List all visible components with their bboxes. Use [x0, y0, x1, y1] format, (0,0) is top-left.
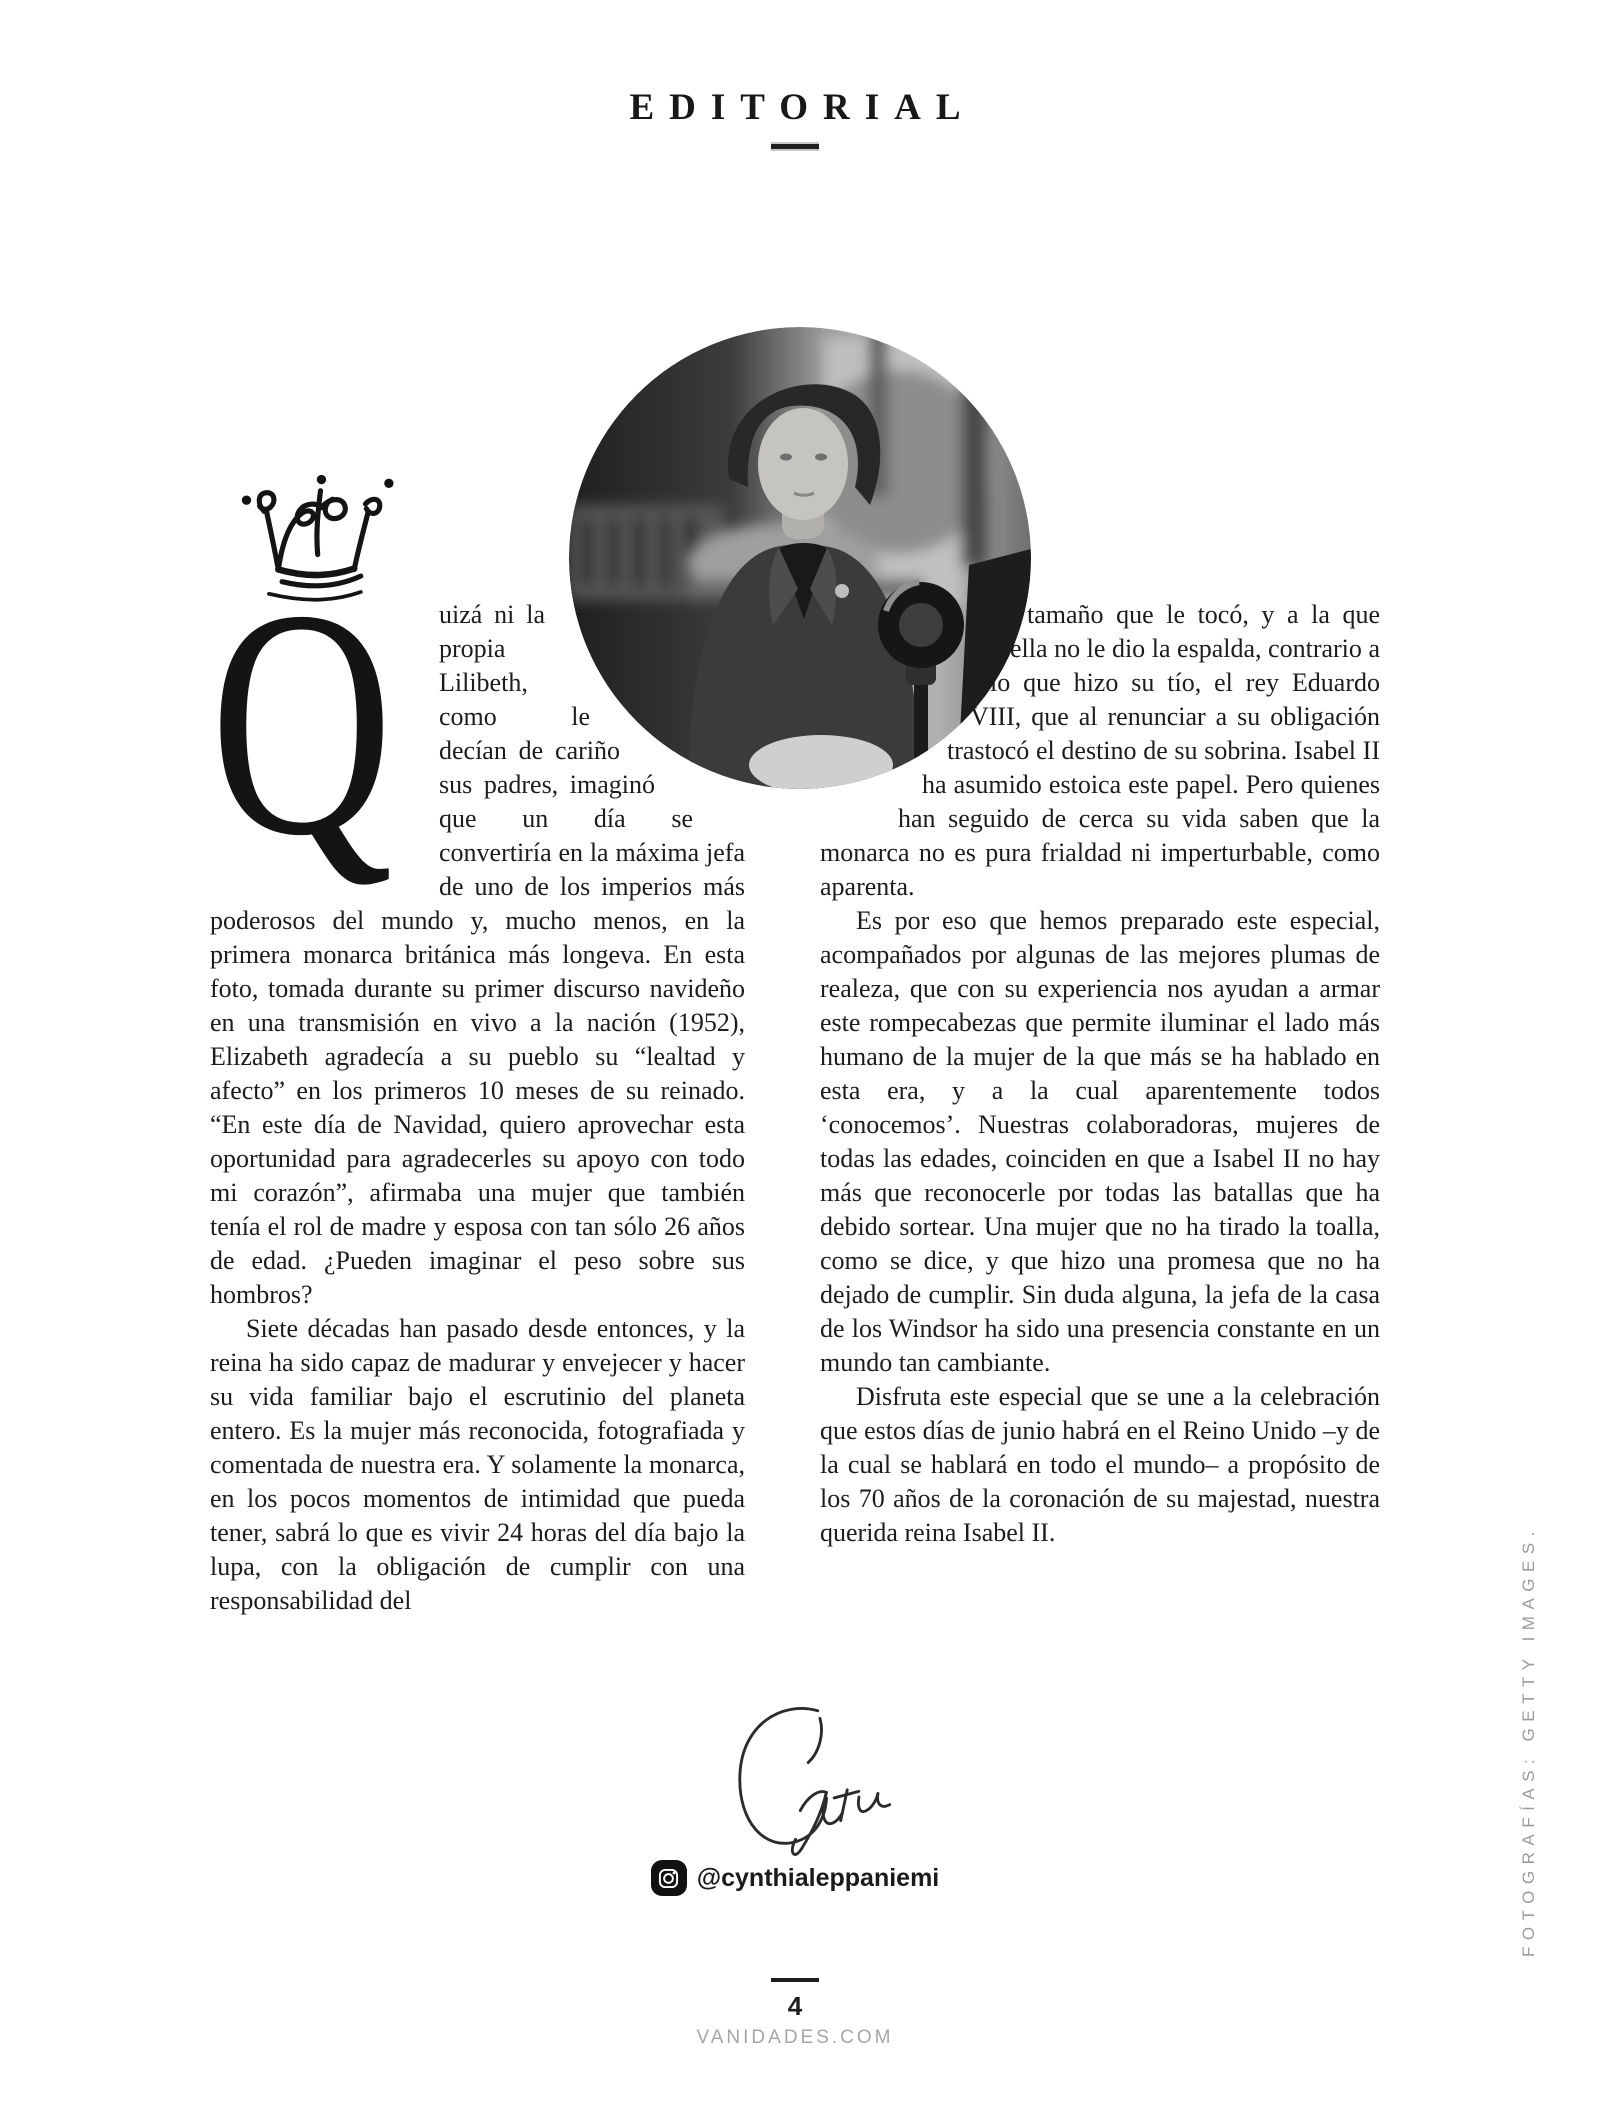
signature-block	[210, 1698, 1380, 1896]
photo-brooch	[835, 584, 849, 598]
paragraph: uizá ni la propia Lilibeth, como le decían de cariño sus padres, imaginó que un día se convertiría en la máxima jefa de uno de los imperios más poderosos del mundo y, mucho menos, en la primera monarca británica más longeva. En esta foto, tomada durante su primer discurso navideño en una transmisión en vivo a la nación (1952), Elizabeth agradecía a su pueblo su “lealtad y afecto” en los primeros 10 meses de su reinado. “En este día de Navidad, quiero aprovechar esta oportunidad para agradecerles su apoyo con todo mi corazón”, afirmaba una mujer que también tenía el rol de madre y esposa con tan sólo 26 años de edad. ¿Pueden imaginar el peso sobre sus hombros?	[210, 600, 745, 1309]
article-column-right	[820, 598, 1380, 1618]
instagram-handle: @cynthialeppaniemi	[696, 1863, 940, 1892]
paragraph: Disfruta este especial que se une a la celebración que estos días de junio habrá en el Reino Unido –y de la cual se hablará en todo el mundo– a propósito de los 70 años de la coronación de su majestad, nuestra querida reina Isabel II.	[820, 1382, 1380, 1547]
photo-credit: FOTOGRAFÍAS: GETTY IMAGES.	[1519, 1525, 1538, 1957]
page-number: 4	[787, 1991, 803, 2021]
footer-rule	[771, 1978, 819, 1982]
page-footer	[210, 1978, 1380, 2049]
masthead-divider	[771, 142, 819, 151]
paragraph: Siete décadas han pasado desde entonces, y la reina ha sido capaz de madurar y envejecer y hacer su vida familiar bajo el escrutinio del planeta entero. Es la mujer más reconocida, fotografiada y comentada de nuestra era. Y solamente la monarca, en los pocos momentos de intimidad que pueda tener, sabrá lo que es vivir 24 horas del día bajo la lupa, con la obligación de cumplir con una responsabilidad del	[210, 1314, 745, 1615]
signature-cynthia	[700, 1695, 906, 1864]
masthead	[210, 86, 1380, 151]
article-column-left	[210, 543, 745, 1618]
paragraph: tamaño que le tocó, y a la que ella no le dio la espalda, contrario a lo que hizo su tío, el rey Eduardo VIII, que al renunciar a su obligación trastocó el destino de su sobrina. Isabel II ha asumido estoica este papel. Pero quienes han seguido de cerca su vida saben que la monarca no es pura frialdad ni imperturbable, como aparenta.	[820, 600, 1380, 901]
section-title: EDITORIAL	[629, 87, 976, 128]
paragraph: Es por eso que hemos preparado este especial, acompañados por algunas de las mejores plumas de realeza, que con su experiencia nos ayudan a armar este rompecabezas que permite iluminar el lado más humano de la mujer de la que más se ha hablado en esta era, y a la cual aparentemente todos ‘conocemos’. Nuestras colaboradoras, mujeres de todas las edades, coinciden en que a Isabel II no hay más que reconocerle por todas las batallas que ha debido sortear. Una mujer que no ha tirado la toalla, como se dice, y que hizo una promesa que no ha dejado de cumplir. Sin duda alguna, la jefa de la casa de los Windsor ha sido una presencia constante en un mundo tan cambiante.	[820, 906, 1380, 1377]
site-name: VANIDADES.COM	[696, 2027, 894, 2048]
instagram-handle-row[interactable]	[651, 1860, 940, 1896]
instagram-icon	[651, 1860, 687, 1896]
drop-cap	[210, 543, 415, 903]
article-body	[210, 543, 1380, 1618]
photo-face	[758, 408, 848, 520]
drop-cap-letter: Q	[210, 543, 394, 903]
